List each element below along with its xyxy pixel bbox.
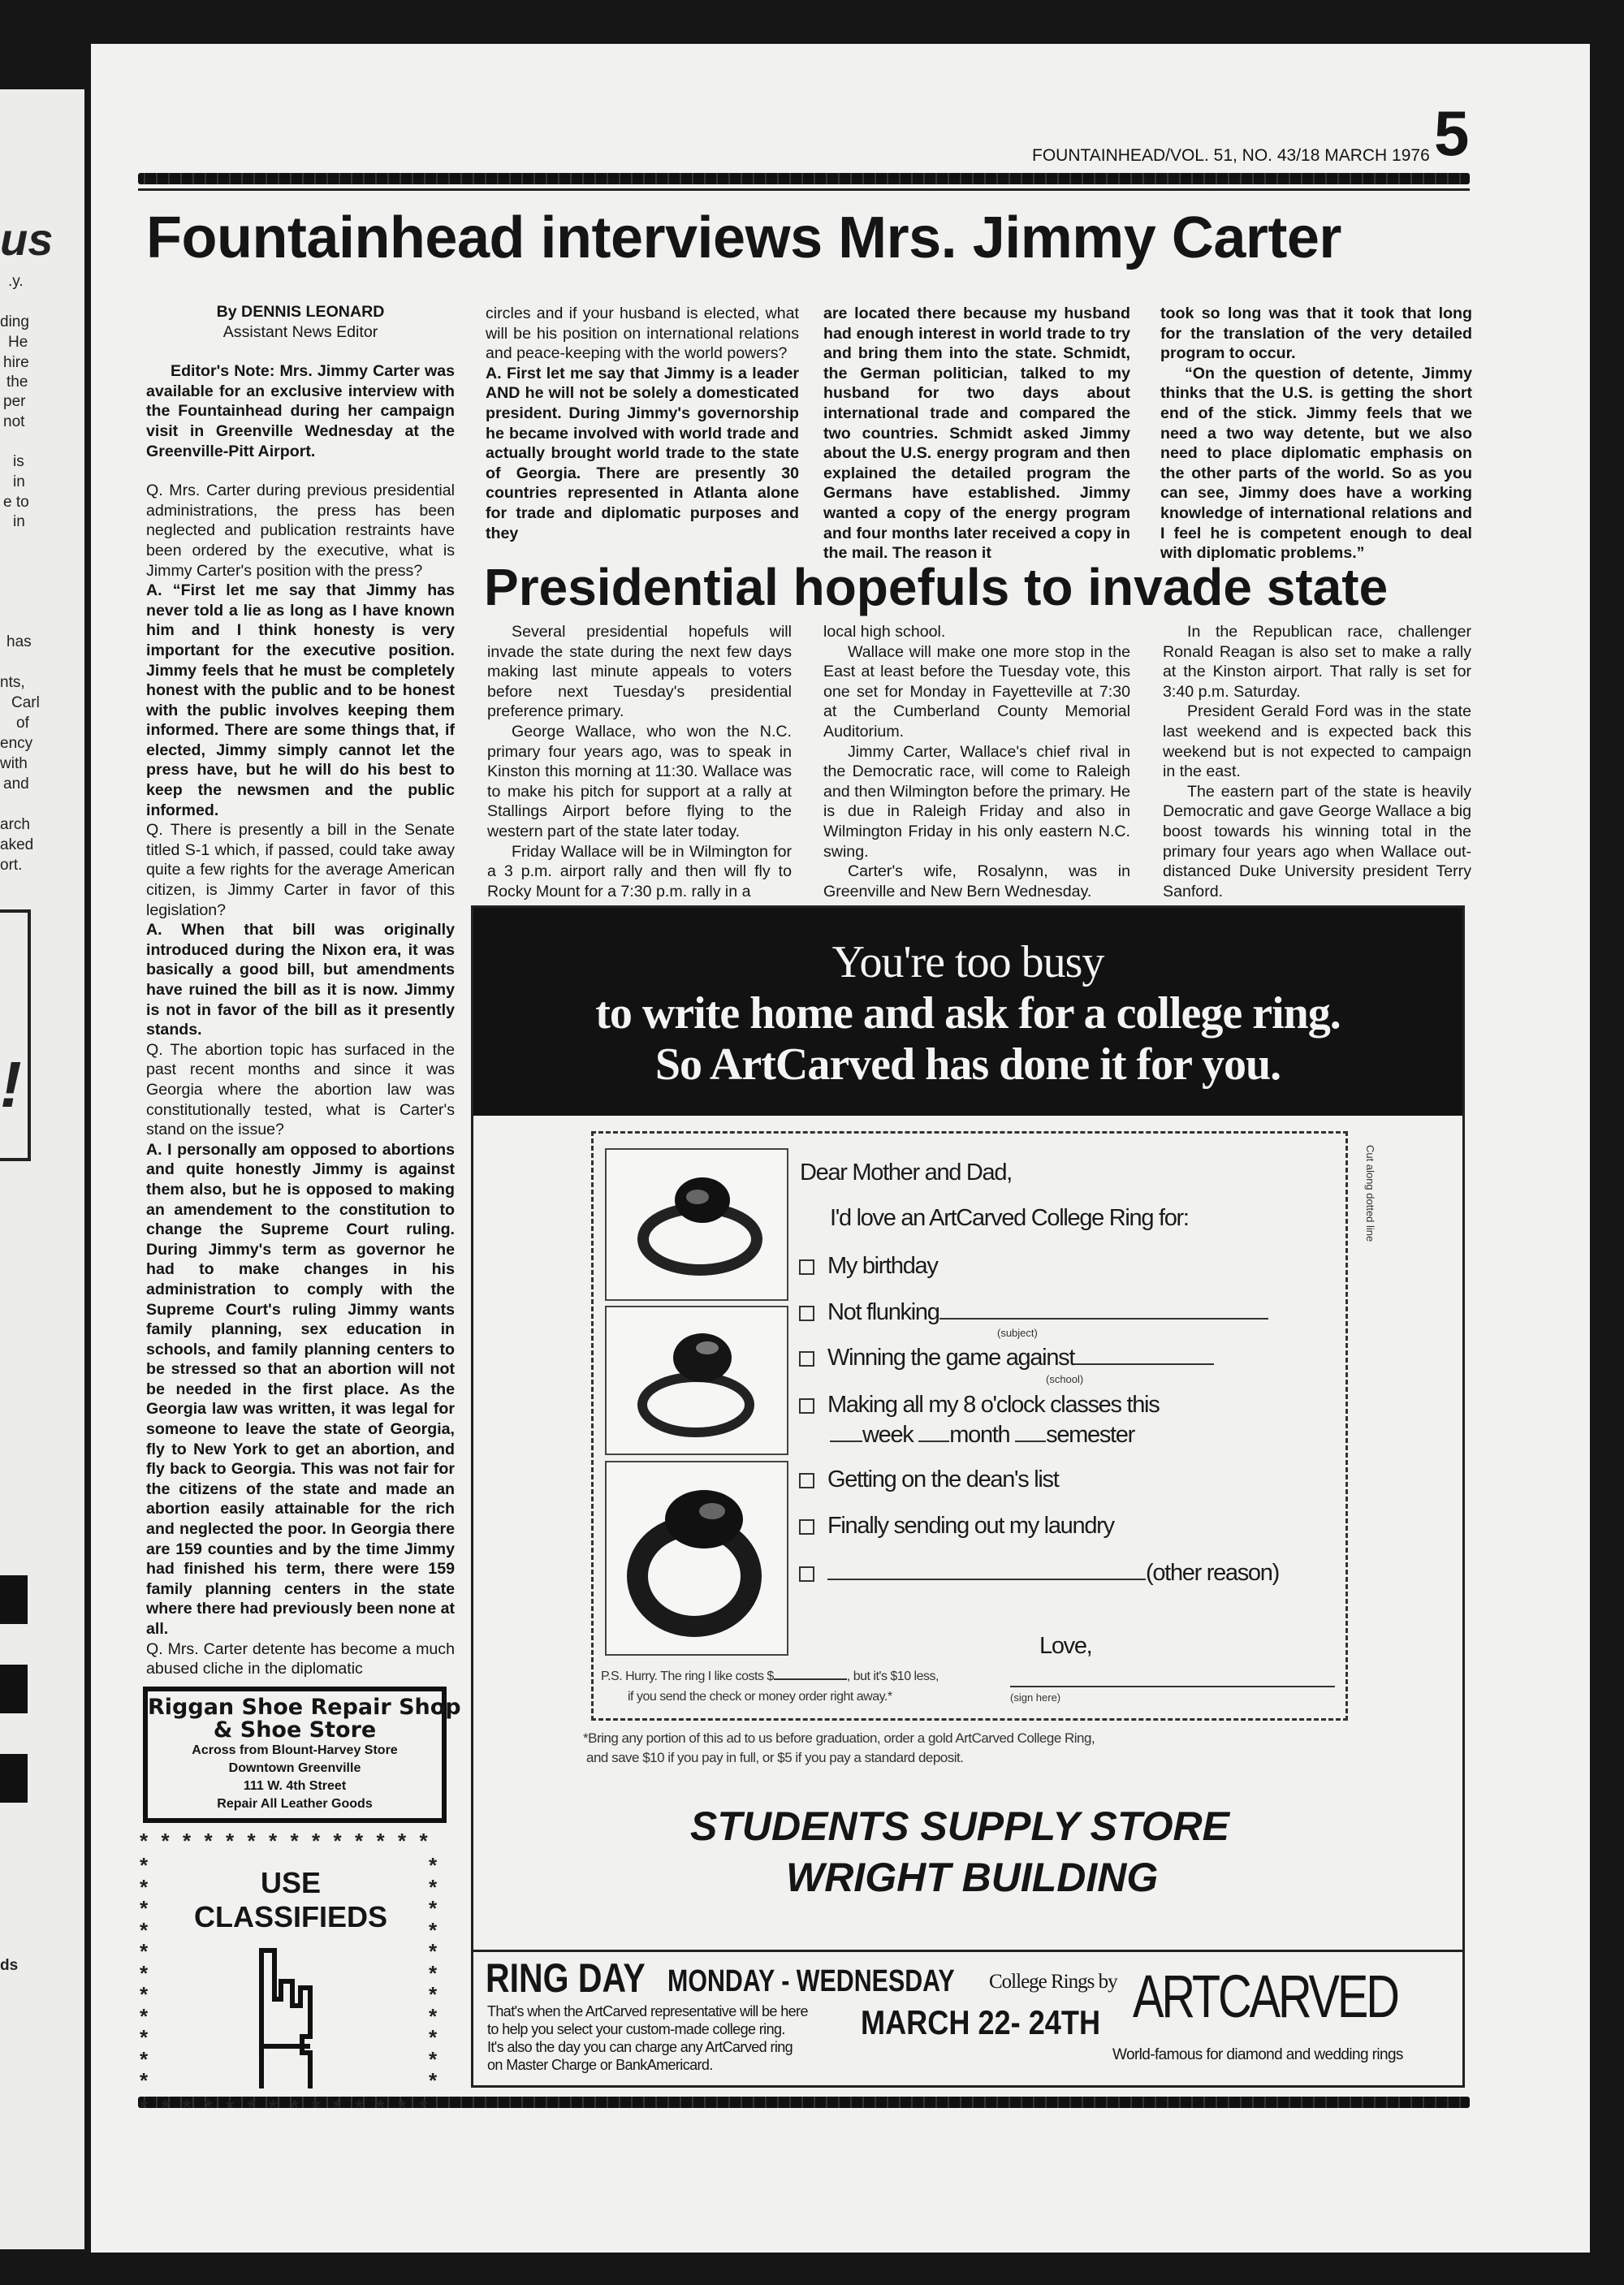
option-label: Making all my 8 o'clock classes this: [827, 1392, 1160, 1418]
store-location: WRIGHT BUILDING: [786, 1855, 1159, 1900]
fragment: hire: [3, 354, 29, 371]
editors-note: Editor's Note: Mrs. Jimmy Carter was available for an exclusive interview with the Fountainhead during her campaign visit in Greenville Wednesday at the Greenville-Pitt Airport.: [146, 362, 455, 460]
asterisk-border: *: [204, 2095, 213, 2119]
asterisk-border: *: [269, 2095, 278, 2119]
paragraph: Carter's wife, Rosalynn, was in Greenville and New Bern Wednesday.: [823, 862, 1130, 901]
interview-headline: Fountainhead interviews Mrs. Jimmy Carter: [146, 205, 1341, 270]
asterisk-border: *: [429, 1874, 438, 1899]
coupon-closing: Love,: [1039, 1633, 1092, 1659]
fragment: us: [0, 214, 54, 265]
asterisk-border: *: [429, 2046, 438, 2071]
asterisk-border: *: [247, 2095, 256, 2119]
paragraph: George Wallace, who won the N.C. primary four years ago, was to speak in Kinston this morning at 11:30. Wallace was to make his pitch for support at a rally at Stallings Airport before flying to the western part of the state later today.: [487, 722, 792, 840]
asterisk-border: *: [376, 2095, 385, 2119]
ps-line-1: [601, 1669, 939, 1684]
asterisk-border: *: [355, 1829, 364, 1853]
other-reason-blank[interactable]: [827, 1579, 1146, 1580]
cut-hint: Cut along dotted line: [1364, 1145, 1376, 1242]
detail-line: It's also the day you can charge any ArtCarved ring: [487, 2039, 793, 2055]
banner-line: to write home and ask for a college ring.: [595, 988, 1341, 1039]
fragment: aked: [0, 836, 34, 853]
period-choices: [830, 1422, 1134, 1449]
asterisk-border: *: [312, 1829, 321, 1853]
ring-day-days: MONDAY - WEDNESDAY: [667, 1964, 955, 1998]
asterisk-border: *: [429, 1896, 438, 1920]
fragment: ding: [0, 313, 29, 330]
class-ring-icon: [607, 1307, 787, 1454]
fragment: ency: [0, 735, 33, 752]
option-not-flunking[interactable]: [799, 1299, 1268, 1326]
asterisk-border: *: [290, 1829, 299, 1853]
checkbox[interactable]: [799, 1398, 814, 1414]
paragraph: Several presidential hopefuls will invade the state during the next few days making last minute appeals to voters before next Tuesday's presidential preference primary.: [487, 623, 792, 721]
asterisk-border: *: [140, 2003, 149, 2028]
fragment: of: [16, 715, 29, 732]
hopefuls-column-2: [823, 622, 1130, 901]
option-laundry[interactable]: [799, 1513, 1114, 1540]
college-rings-by: College Rings by: [989, 1971, 1117, 1993]
asterisk-border: *: [140, 1960, 149, 1985]
header-rule: [138, 173, 1470, 184]
asterisk-border: *: [290, 2095, 299, 2119]
fragment: and: [3, 775, 29, 793]
banner-line: So ArtCarved has done it for you.: [654, 1039, 1281, 1090]
shoe-repair-ad: [143, 1687, 461, 1823]
class-ring-icon: [607, 1462, 787, 1654]
question: circles and if your husband is elected, what will be his position on international relations and peace-keeping with the world powers?: [486, 305, 799, 363]
class-ring-icon: [607, 1150, 787, 1299]
ps-text: , but it's $10 less,: [846, 1669, 939, 1683]
asterisk-border: *: [429, 2068, 438, 2093]
shop-address: 111 W. 4th Street: [243, 1779, 347, 1793]
interview-column-4: [1160, 304, 1472, 564]
prev-block: [0, 1665, 28, 1713]
asterisk-border: *: [226, 2095, 235, 2119]
asterisk-border: *: [355, 2095, 364, 2119]
classifieds-line: USE: [260, 1866, 322, 1899]
asterisk-border: *: [140, 2025, 149, 2050]
fragment: e to: [3, 494, 29, 511]
classifieds-text: [172, 1866, 409, 1934]
paragraph: The eastern part of the state is heavily Democratic and gave George Wallace a big boost towards his winning total in the primary four years ago when Wallace out-distanced Duke University president Terry Sanford.: [1163, 782, 1471, 901]
asterisk-border: *: [398, 1829, 407, 1853]
school-hint: (school): [1046, 1373, 1084, 1385]
month-blank[interactable]: [918, 1441, 949, 1442]
fragment: in: [13, 513, 25, 530]
asterisk-border: *: [226, 1829, 235, 1853]
week-blank[interactable]: [830, 1441, 862, 1442]
asterisk-border: *: [140, 2095, 149, 2119]
header-thin-rule: [138, 188, 1470, 191]
shop-name-2: & Shoe Store: [213, 1717, 377, 1743]
asterisk-border: *: [398, 2095, 407, 2119]
asterisk-border: *: [140, 1853, 149, 1877]
store-name: STUDENTS SUPPLY STORE: [690, 1803, 1230, 1849]
period-semester: semester: [1046, 1422, 1134, 1448]
banner-line: You're too busy: [831, 937, 1104, 987]
prev-ad-frame: [0, 909, 31, 1161]
asterisk-border: *: [140, 1874, 149, 1899]
asterisk-border: *: [140, 1896, 149, 1920]
artcarved-logo: ARTCARVED: [1133, 1963, 1397, 2030]
question: Q. The abortion topic has surfaced in the past recent months and since it was Georgia where the abortion law was constitutionally tested, what is Carter's stand on the issue?: [146, 1040, 455, 1139]
option-label: Winning the game against: [827, 1345, 1075, 1371]
period-week: week: [862, 1422, 914, 1448]
shop-line: Repair All Leather Goods: [217, 1797, 373, 1811]
fragment: not: [3, 413, 25, 430]
price-blank[interactable]: [774, 1678, 847, 1680]
subject-hint: (subject): [997, 1327, 1038, 1339]
fragment: ds: [0, 1957, 19, 1974]
asterisk-border: *: [419, 1829, 428, 1853]
ring-day-divider: [473, 1950, 1462, 1952]
prev-block: [0, 1754, 28, 1803]
byline: By DENNIS LEONARD: [216, 303, 385, 321]
asterisk-border: *: [333, 1829, 342, 1853]
option-birthday[interactable]: [799, 1253, 938, 1280]
asterisk-border: *: [333, 2095, 342, 2119]
interview-column-3: [823, 304, 1130, 564]
option-8-oclock[interactable]: [799, 1392, 1159, 1419]
asterisk-border: *: [140, 2046, 149, 2071]
fragment: .y.: [8, 273, 24, 290]
footnote-line: and save $10 if you pay in full, or $5 if you pay a standard deposit.: [586, 1750, 964, 1765]
detail-line: That's when the ArtCarved representative will be here: [487, 2003, 808, 2019]
coupon-greeting: Dear Mother and Dad,: [800, 1160, 1012, 1186]
option-winning-game[interactable]: [799, 1345, 1214, 1371]
period-month: month: [949, 1422, 1010, 1448]
asterisk-border: *: [140, 1829, 149, 1853]
asterisk-border: *: [419, 2095, 428, 2119]
asterisk-border: *: [183, 2095, 192, 2119]
artcarved-tagline: World-famous for diamond and wedding rings: [1112, 2046, 1403, 2063]
ring-photo: [605, 1148, 788, 1301]
hopefuls-column-1: [487, 622, 792, 901]
pointing-hand-icon: [245, 1942, 335, 2088]
asterisk-border: *: [161, 2095, 170, 2119]
checkbox[interactable]: [799, 1351, 814, 1367]
fragment: ort.: [0, 857, 23, 874]
asterisk-border: *: [429, 1853, 438, 1877]
ring-day-details: [487, 2002, 808, 2074]
ring-day-dates: MARCH 22- 24TH: [861, 2003, 1101, 2041]
classifieds-line: CLASSIFIEDS: [193, 1900, 388, 1933]
fragment: the: [6, 374, 28, 391]
question: Q. Mrs. Carter detente has become a much abused cliche in the diplomatic: [146, 1639, 455, 1678]
checkbox[interactable]: [799, 1566, 814, 1582]
shop-name: Riggan Shoe Repair Shop: [148, 1695, 461, 1720]
byline-title: Assistant News Editor: [222, 322, 378, 341]
signature-line[interactable]: [1010, 1686, 1335, 1687]
question: Q. There is presently a bill in the Senate titled S-1 which, if passed, could take away quite a few rights for the average American citizen, is Jimmy Carter in favor of this legislation?: [146, 821, 455, 919]
asterisk-border: *: [140, 2068, 149, 2093]
asterisk-border: *: [247, 1829, 256, 1853]
hopefuls-headline: Presidential hopefuls to invade state: [484, 558, 1389, 616]
asterisk-border: *: [140, 1982, 149, 2006]
fragment: !: [0, 1048, 22, 1121]
asterisk-border: *: [376, 1829, 385, 1853]
shop-line: Across from Blount-Harvey Store: [192, 1743, 398, 1757]
paragraph: Wallace will make one more stop in the East at least before the Tuesday vote, this one set for Monday in Fayetteville at 7:30 at the Cumberland County Memorial Auditorium.: [823, 642, 1130, 741]
answer: A. When that bill was originally introduced during the Nixon era, it was basically a good bill, but amendments have ruined the bill as it is now. Jimmy is not in favor of the bill as it presently stands.: [146, 921, 455, 1039]
asterisk-border: *: [204, 1829, 213, 1853]
asterisk-border: *: [269, 1829, 278, 1853]
semester-blank[interactable]: [1015, 1441, 1046, 1442]
asterisk-border: *: [429, 2025, 438, 2050]
coupon-intro: I'd love an ArtCarved College Ring for:: [830, 1205, 1189, 1231]
checkbox[interactable]: [799, 1519, 814, 1535]
answer: A. “First let me say that Jimmy has never told a lie as long as I have known him and I think honesty is very important for the executive position. Jimmy feels that he must be completely honest with the public and to be honest with the public involves keeping them informed. There are some things that, if elected, Jimmy simply cannot let the press have, but he will do his best to keep the newsmen and the public informed.: [146, 581, 455, 819]
detail-line: on Master Charge or BankAmericard.: [487, 2057, 713, 2073]
shop-line: Downtown Greenville: [228, 1761, 361, 1775]
option-other[interactable]: [799, 1560, 1279, 1587]
folio-line: FOUNTAINHEAD/VOL. 51, NO. 43/18 MARCH 1976: [1032, 146, 1430, 165]
asterisk-border: *: [429, 1982, 438, 2006]
ring-day-title: RING DAY: [486, 1955, 646, 2001]
option-label: Getting on the dean's list: [827, 1466, 1059, 1492]
ring-photo: [605, 1461, 788, 1656]
school-blank[interactable]: [1074, 1363, 1214, 1365]
option-label: My birthday: [827, 1253, 938, 1279]
question: Q. Mrs. Carter during previous presidential administrations, the press has been neglected and publication restraints have been ordered by the executive, what is Jimmy Carter's position with the press?: [146, 482, 455, 580]
asterisk-border: *: [161, 1829, 170, 1853]
paragraph: Jimmy Carter, Wallace's chief rival in the Democratic race, will come to Raleigh and then Wilmington before the primary. He is due in Raleigh Friday and also in Wilmington Friday in his only eastern N.C. swing.: [823, 742, 1130, 861]
answer: “On the question of detente, Jimmy thinks that the U.S. is getting the short end of the stick. Jimmy feels that we need a two way detente, but we also need to place diplomatic emphasis on the other parts of the world. So as you can see, Jimmy does have a working knowledge of international relations and I feel he is competent enough to deal with diplomatic problems.”: [1160, 364, 1472, 563]
answer: are located there because my husband had enough interest in world trade to try and bring them into the state. Schmidt, the German politician, talked to my husband for two days about international trade and compared the two countries. Schmidt asked Jimmy about the U.S. energy program and then explained the detailed program the Germans have established. Jimmy wanted a copy of the energy program and four months later received a copy in the mail. The reason it: [823, 305, 1130, 563]
checkbox[interactable]: [799, 1473, 814, 1488]
asterisk-border: *: [429, 1917, 438, 1942]
option-label: Finally sending out my laundry: [827, 1513, 1114, 1539]
asterisk-border: *: [312, 2095, 321, 2119]
asterisk-border: *: [183, 1829, 192, 1853]
ps-text: P.S. Hurry. The ring I like costs $: [601, 1669, 774, 1683]
asterisk-border: *: [140, 1917, 149, 1942]
fragment: He: [8, 334, 28, 351]
ad-banner: [473, 908, 1462, 1116]
fragment: is: [13, 453, 24, 470]
subject-blank[interactable]: [939, 1318, 1268, 1320]
sign-hint: (sign here): [1010, 1691, 1061, 1704]
checkbox[interactable]: [799, 1306, 814, 1321]
answer: took so long was that it took that long for the translation of the very detailed program to occur.: [1160, 305, 1472, 363]
paragraph: In the Republican race, challenger Ronald Reagan is also set to make a rally at the Kinston airport. That rally is set for 3:40 p.m. Saturday.: [1163, 623, 1471, 701]
paragraph: President Gerald Ford was in the state last weekend and is expected back this weekend but is not expected to campaign in the east.: [1163, 702, 1471, 781]
footnote-line: *Bring any portion of this ad to us before graduation, order a gold ArtCarved College Ring,: [583, 1730, 1095, 1746]
paragraph: local high school.: [823, 623, 946, 641]
ring-photo: [605, 1306, 788, 1455]
ps-line-2: if you send the check or money order right away.*: [628, 1690, 892, 1704]
hopefuls-column-3: [1163, 622, 1471, 901]
page-number: 5: [1434, 97, 1470, 169]
asterisk-border: *: [429, 1960, 438, 1985]
fragment: with: [0, 755, 28, 772]
fragment: has: [6, 633, 32, 650]
option-label: Not flunking: [827, 1299, 939, 1325]
interview-column-1: [146, 302, 455, 1679]
checkbox[interactable]: [799, 1259, 814, 1275]
option-deans-list[interactable]: [799, 1466, 1059, 1493]
asterisk-border: *: [429, 1939, 438, 1963]
asterisk-border: *: [429, 2003, 438, 2028]
paragraph: Friday Wallace will be in Wilmington for a 3 p.m. airport rally and then will fly to Rocky Mount for a 7:30 p.m. rally in a: [487, 842, 792, 901]
asterisk-border: *: [140, 1939, 149, 1963]
prev-block: [0, 1575, 28, 1624]
fragment: nts,: [0, 674, 25, 691]
fragment: arch: [0, 816, 30, 833]
classifieds-ad: [140, 1829, 442, 2119]
answer: A. I personally am opposed to abortions and quite honestly Jimmy is against them also, but he is opposed to making an amendement to the constitution to change the Supreme Court ruling. During Jimmy's term as governor he had to make changes in his administration to comply with the Supreme Court's ruling Jimmy wants family planning, sex education in schools, and family planning centers to be stressed so that an abortion will not be needed in the first place. As the Georgia law was written, it was legal for someone to leave the state of Georgia, fly to New York to get an abortion, and fly back to Georgia. This was not fair for the citizens of the state and made an abortion easily attainable for the rich and neglected the poor. In Georgia there are 159 counties and by the time Jimmy had finished his term, there were 159 family planning centers in the state where there had previously been none at all.: [146, 1140, 456, 1638]
interview-column-2: [486, 304, 799, 543]
fragment: in: [13, 473, 25, 490]
fragment: per: [3, 393, 26, 410]
previous-page-edge: [0, 89, 84, 2249]
detail-line: to help you select your custom-made college ring.: [487, 2021, 785, 2037]
answer: A. First let me say that Jimmy is a leader AND he will not be solely a domesticated president. During Jimmy's governorship he became involved with world trade and actually brought world trade to the state of Georgia. There are presently 30 countries represented in Atlanta alone for trade and diplomatic purposes and they: [486, 364, 799, 542]
fragment: Carl: [11, 694, 40, 711]
option-label: (other reason): [1146, 1560, 1279, 1586]
